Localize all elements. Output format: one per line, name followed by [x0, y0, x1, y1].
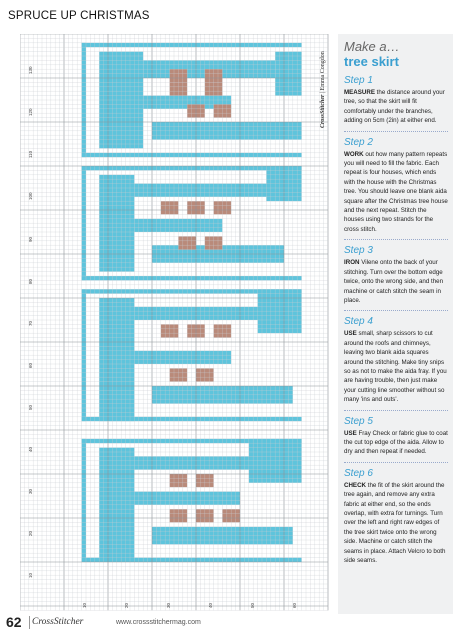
step-body-text: out how many pattern repeats you will need to fill the fabric. Each repeat is four houses, which ends with the house with the Christmas tree. You should leave one blank aida square after the Christmas tree house and the next repeat. Stitch the houses using two strands for the cross stitch.: [344, 150, 448, 233]
step-divider: [344, 410, 448, 411]
step-divider: [344, 310, 448, 311]
footer-website: www.crossstitchermag.com: [116, 619, 201, 626]
step-body-text: Vilene onto the back of your stitching. Turn over the bottom edge twice, onto the wrong side, and then machine or catch stitch the seam in place.: [344, 259, 444, 304]
page-number: 62: [6, 614, 22, 630]
row-number-label: 30: [28, 488, 33, 494]
step-text: [344, 429, 448, 457]
step-body-text: Fray Check or fabric glue to coat the cut top edge of the aida. Allow to dry and then repeat if needed.: [344, 429, 448, 456]
column-number-label: 10: [82, 602, 87, 608]
step-lead-word: CHECK: [344, 481, 367, 489]
step-text: [344, 481, 448, 566]
panel-title-line1: Make a…: [344, 39, 400, 54]
footer-divider: [29, 616, 30, 629]
step-body-text: the distance around your tree, so that the skirt will fit comfortably under the branches, adding on 5cm (2in) at either end.: [344, 89, 445, 125]
column-number-label: 20: [124, 602, 129, 608]
step-lead-word: WORK: [344, 150, 364, 158]
step-heading: Step 6: [344, 467, 373, 479]
step-heading: Step 2: [344, 136, 373, 148]
row-number-label: 10: [28, 572, 33, 578]
step-divider: [344, 131, 448, 132]
row-number-label: 90: [28, 236, 33, 242]
step-heading: Step 5: [344, 415, 373, 427]
column-number-label: 50: [250, 602, 255, 608]
column-number-label: 30: [166, 602, 171, 608]
cross-stitch-chart: [20, 34, 332, 614]
row-number-label: 100: [28, 192, 33, 200]
credit-brand: CrossStitcher: [320, 94, 326, 128]
footer-brand: CrossStitcher: [32, 617, 84, 627]
step-heading: Step 3: [344, 245, 373, 257]
step-lead-word: IRON: [344, 259, 360, 267]
row-number-label: 60: [28, 362, 33, 368]
page-footer: [6, 614, 446, 634]
step-lead-word: MEASURE: [344, 89, 375, 96]
step-lead-word: USE: [344, 429, 357, 437]
step-text: [344, 150, 448, 235]
row-number-label: 80: [28, 278, 33, 284]
step-heading: Step 4: [344, 316, 373, 328]
credit-separator: |: [320, 90, 326, 94]
step-body-text: small, sharp scissors to cut around the roofs and chimneys, leaving two blank aida squares around the stitching. Make tiny snips so as not to make the aida fray. If you are having trouble, then just make your cutting line smoother without so many 'ins and outs'.: [344, 330, 447, 404]
row-number-label: 120: [28, 108, 33, 116]
row-number-label: 50: [28, 404, 33, 410]
row-number-label: 40: [28, 446, 33, 452]
step-lead-word: USE: [344, 330, 357, 338]
credit-designer: Emma Congdon: [320, 51, 326, 91]
step-heading: Step 1: [344, 75, 373, 86]
row-number-label: 70: [28, 320, 33, 326]
page-header-title: SPRUCE UP CHRISTMAS: [8, 10, 150, 22]
step-text: [344, 329, 448, 404]
step-body-text: the fit of the skirt around the tree again, and remove any extra fabric at either end, so the ends overlap, with extra for turnings. Turn over the left and right raw edges of the tree skirt twice onto the wrong side. Machine or catch stitch the seams in place. Attach Velcro to both side seams.: [344, 481, 446, 565]
step-divider: [344, 462, 448, 463]
step-text: [344, 258, 448, 305]
row-number-label: 110: [28, 150, 33, 158]
column-number-label: 40: [208, 602, 213, 608]
chart-grid: [20, 34, 332, 614]
step-text: [344, 88, 448, 126]
column-number-label: 60: [292, 602, 297, 608]
row-number-label: 130: [28, 66, 33, 74]
row-number-label: 20: [28, 530, 33, 536]
instructions-panel: [338, 34, 453, 614]
steps-list: [344, 75, 448, 565]
designer-credit: [320, 51, 326, 128]
step-divider: [344, 239, 448, 240]
panel-title-line2: tree skirt: [344, 54, 399, 69]
